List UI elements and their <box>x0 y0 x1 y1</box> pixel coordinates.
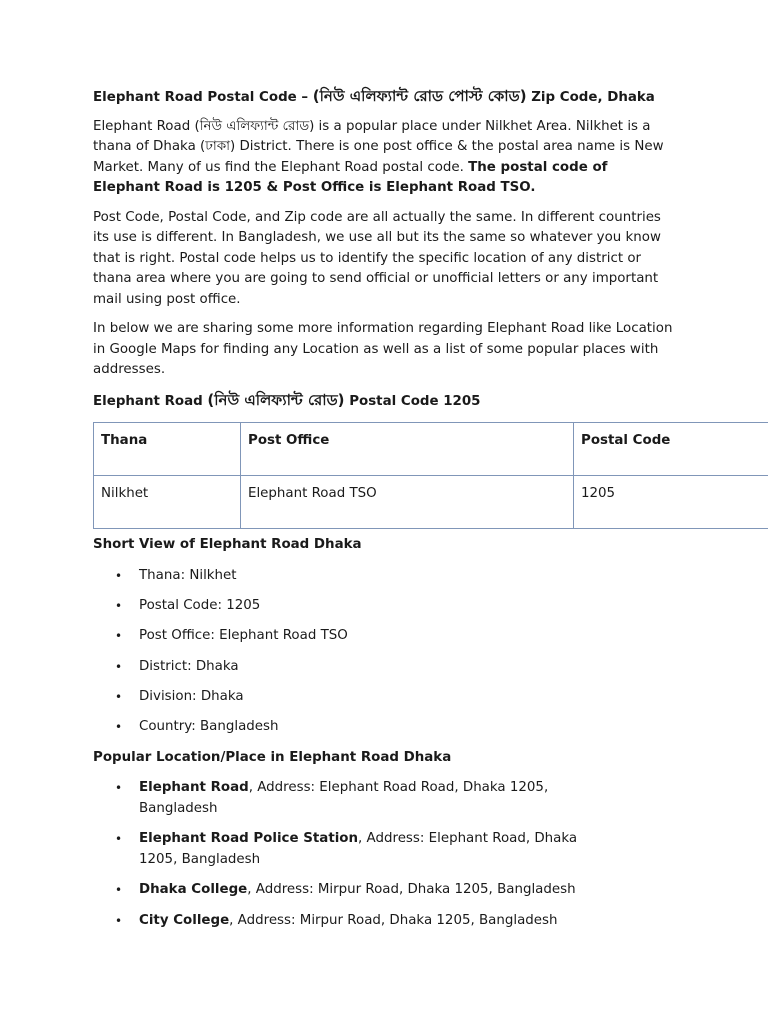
table-header-cell: Thana <box>94 423 241 476</box>
popular-places-heading: Popular Location/Place in Elephant Road Dhaka <box>93 749 452 765</box>
postcode-explanation-paragraph: Post Code, Postal Code, and Zip code are all actually the same. In different countries its use is different. In Bangladesh, we use all but its the same so whatever you know that is right. Postal code helps us to identify the specific location of any district or thana area where you are going to send official or unofficial letters or any important mail using post office. <box>93 209 661 307</box>
list-item: • Division: Dhaka <box>139 687 619 708</box>
intro-bangla-name: নিউ এলিফ্যান্ট রোড <box>199 118 310 134</box>
short-view-heading: Short View of Elephant Road Dhaka <box>93 537 362 552</box>
list-item: • Postal Code: 1205 <box>139 596 619 617</box>
list-item <box>139 829 619 870</box>
popular-places-list <box>93 778 768 931</box>
list-item <box>139 880 619 901</box>
place-name: Dhaka College <box>139 882 248 898</box>
title-suffix: Zip Code, Dhaka <box>526 90 655 105</box>
intro-bold-text: The postal code of Elephant Road is 1205 & Post Office is Elephant Road TSO. <box>93 159 608 195</box>
place-address: , Address: Mirpur Road, Dhaka 1205, Bangladesh <box>229 912 558 928</box>
intro-text-2: ) is a popular place under Nilkhet Area. Nilkhet is a thana of Dhaka ( <box>93 118 651 154</box>
document-page <box>93 86 768 941</box>
table-row <box>94 476 768 529</box>
short-view-list <box>93 566 768 738</box>
table-heading <box>93 390 768 413</box>
place-address: , Address: Mirpur Road, Dhaka 1205, Bangladesh <box>247 882 576 898</box>
intro-text-3: ) District. There is one post office & the postal area name is New Market. Many of us find the Elephant Road postal code. <box>93 139 664 175</box>
list-item: • Thana: Nilkhet <box>139 566 619 587</box>
place-address: , Address: Elephant Road, Dhaka 1205, Bangladesh <box>139 831 578 867</box>
table-header-cell: Post Office <box>241 423 574 476</box>
table-header-row <box>94 423 768 476</box>
intro-paragraph <box>93 117 673 199</box>
table-cell: 1205 <box>574 476 768 529</box>
intro-bangla-dhaka: ঢাকা <box>205 139 230 154</box>
page-title <box>93 86 768 109</box>
place-name: Elephant Road Police Station <box>139 831 359 847</box>
table-heading-bangla: (নিউ এলিফ্যান্ট রোড) <box>207 390 345 409</box>
place-name: City College <box>139 912 230 928</box>
title-prefix: Elephant Road Postal Code – <box>93 90 313 105</box>
list-item <box>139 911 619 932</box>
postal-code-table <box>93 422 768 529</box>
table-heading-suffix: Postal Code 1205 <box>344 393 481 409</box>
table-cell: Nilkhet <box>94 476 241 529</box>
list-item: • Country: Bangladesh <box>139 717 619 738</box>
table-header-cell: Postal Code <box>574 423 768 476</box>
list-item: • Post Office: Elephant Road TSO <box>139 626 619 647</box>
table-cell: Elephant Road TSO <box>241 476 574 529</box>
title-bangla: (নিউ এলিফ্যান্ট রোড পোস্ট কোড) <box>312 87 527 105</box>
info-paragraph: In below we are sharing some more information regarding Elephant Road like Location in Google Maps for finding any Location as well as a list of some popular places with addresses. <box>93 321 673 377</box>
list-item: • District: Dhaka <box>139 657 619 678</box>
place-address: , Address: Elephant Road Road, Dhaka 1205, Bangladesh <box>139 780 549 816</box>
table-heading-prefix: Elephant Road <box>93 393 208 409</box>
list-item <box>139 778 619 819</box>
place-name: Elephant Road <box>139 780 249 796</box>
intro-text-1: Elephant Road ( <box>93 118 200 134</box>
